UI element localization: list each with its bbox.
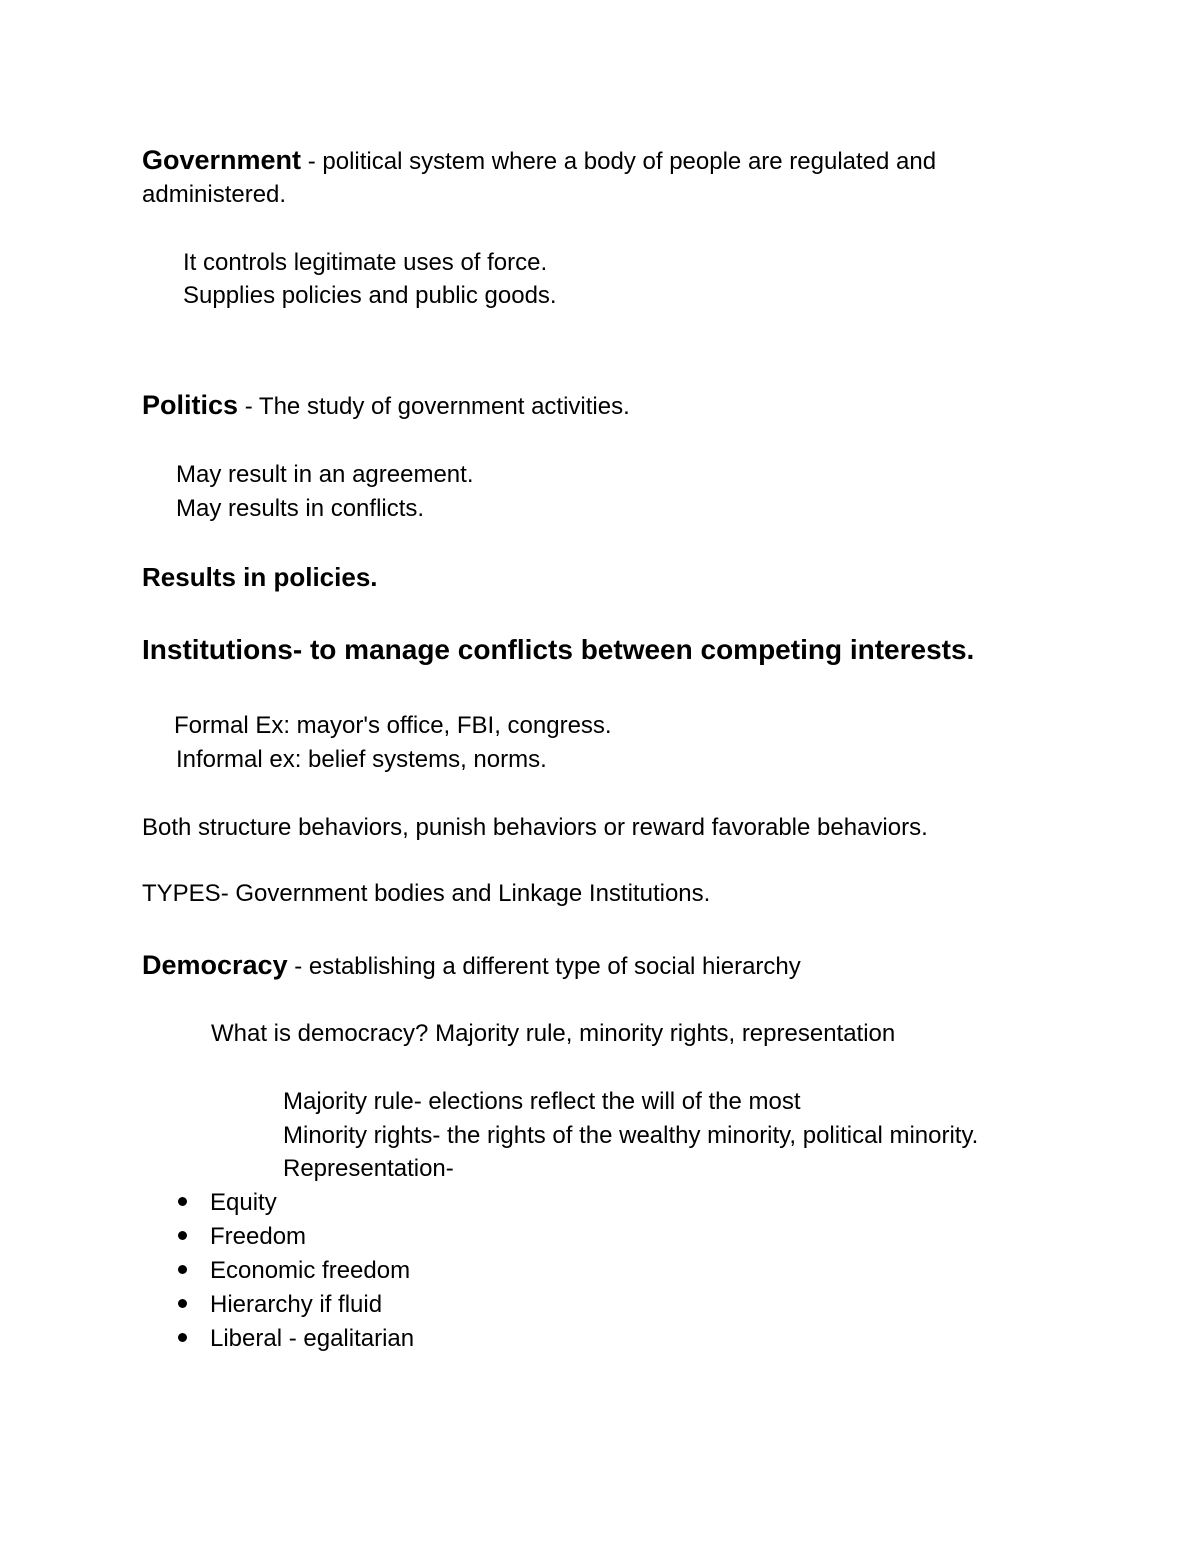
democracy-definition — [142, 948, 801, 984]
list-item-label: Equity — [210, 1189, 277, 1216]
list-item — [176, 1288, 382, 1322]
government-definition-continued: administered. — [142, 181, 287, 208]
bullet-icon — [178, 1197, 187, 1206]
democracy-question: What is democracy? Majority rule, minority rights, representation — [211, 1020, 896, 1047]
list-item-label: Hierarchy if fluid — [210, 1291, 383, 1318]
institutions-types-text: TYPES- Government bodies and Linkage Institutions. — [142, 880, 711, 907]
list-item — [176, 1220, 306, 1254]
institutions-both-text: Both structure behaviors, punish behaviors or reward favorable behaviors. — [142, 814, 928, 841]
democracy-detail-representation: Representation- — [283, 1155, 454, 1182]
politics-point-2: May results in conflicts. — [176, 495, 425, 522]
government-point-2: Supplies policies and public goods. — [183, 282, 557, 309]
government-point-1: It controls legitimate uses of force. — [183, 249, 548, 276]
bullet-icon — [178, 1299, 187, 1308]
democracy-term: Democracy — [142, 950, 288, 980]
politics-point-1: May result in an agreement. — [176, 461, 474, 488]
bullet-icon — [178, 1231, 187, 1240]
politics-definition — [142, 388, 630, 424]
list-item — [176, 1254, 410, 1288]
institutions-example-informal: Informal ex: belief systems, norms. — [176, 746, 547, 773]
list-item — [176, 1186, 277, 1220]
politics-term: Politics — [142, 390, 239, 420]
bullet-icon — [178, 1333, 187, 1342]
list-item-label: Economic freedom — [210, 1257, 411, 1284]
government-definition — [142, 143, 936, 179]
list-item-label: Freedom — [210, 1223, 307, 1250]
list-item-label: Liberal - egalitarian — [210, 1325, 415, 1352]
institutions-heading: Institutions- to manage conflicts between competing interests. — [142, 634, 975, 665]
institutions-example-formal: Formal Ex: mayor's office, FBI, congress. — [174, 712, 612, 739]
democracy-definition-text: - establishing a different type of social hierarchy — [287, 953, 801, 980]
government-definition-text: - political system where a body of people are regulated and — [301, 148, 937, 175]
government-term: Government — [142, 145, 302, 175]
list-item — [176, 1322, 414, 1356]
democracy-detail-minority: Minority rights- the rights of the wealthy minority, political minority. — [283, 1122, 979, 1149]
politics-definition-text: - The study of government activities. — [238, 393, 630, 420]
results-heading: Results in policies. — [142, 562, 378, 592]
bullet-icon — [178, 1265, 187, 1274]
democracy-detail-majority: Majority rule- elections reflect the will of the most — [283, 1088, 801, 1115]
